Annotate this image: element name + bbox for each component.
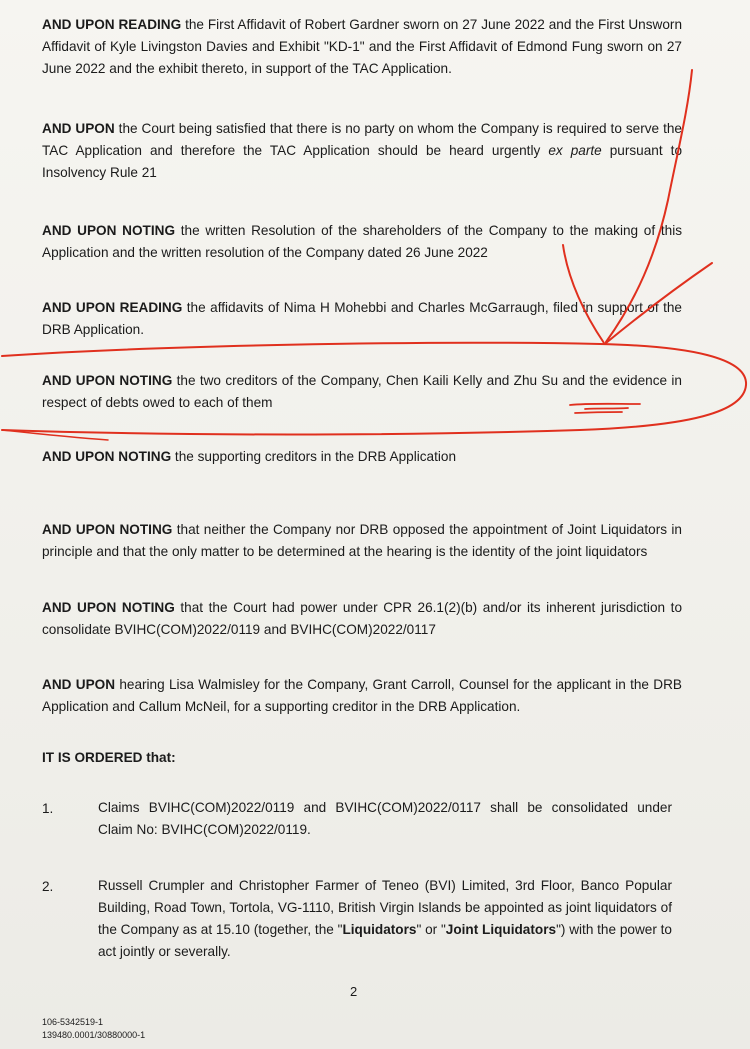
paragraph-noting-supporting-creditors: AND UPON NOTING the supporting creditors in the DRB Application	[42, 449, 457, 464]
paragraph-noting-court-power: AND UPON NOTING that the Court had power under CPR 26.1(2)(b) and/or its inherent jurisdiction to consolidate BVIHC(COM)2022/0119 and BVIHC(COM)2022/0117	[42, 600, 682, 637]
paragraph-court-satisfied: AND UPON the Court being satisfied that there is no party on whom the Company is required to serve the TAC Application and therefore the TAC Application should be heard urgently ex parte pursuant to Insolvency Rule 21	[42, 121, 683, 180]
item-number: 1.	[42, 801, 54, 816]
paragraph-noting-two-creditors: AND UPON NOTING the two creditors of the Company, Chen Kaili Kelly and Zhu Su and the evidence in respect of debts owed to each of them	[42, 373, 682, 410]
paragraph-reading-first-affidavits: AND UPON READING the First Affidavit of Robert Gardner sworn on 27 June 2022 and the First Unsworn Affidavit of Kyle Livingston Davies and Exhibit "KD-1" and the First Affidavit of Edmond Fung sworn on 27 June 2022 and the exhibit thereto, in support of the TAC Application.	[42, 17, 682, 76]
document-reference: 106-5342519-1	[42, 1017, 104, 1027]
document-reference: 139480.0001/30880000-1	[42, 1030, 146, 1040]
order-item-appointment: Russell Crumpler and Christopher Farmer of Teneo (BVI) Limited, 3rd Floor, Banco Popular Building, Road Town, Tortola, VG-1110, British Virgin Islands be appointed as joint liquidators of the Company as at 15.10 (together, the "Liquidators" or "Joint Liquidators") with the power to act jointly or severally.	[98, 878, 672, 959]
order-heading: IT IS ORDERED that:	[42, 750, 176, 765]
item-number: 2.	[42, 879, 54, 894]
order-item-consolidation: Claims BVIHC(COM)2022/0119 and BVIHC(COM)2022/0117 shall be consolidated under Claim No: BVIHC(COM)2022/0119.	[98, 800, 672, 837]
paragraph-hearing-counsel: AND UPON hearing Lisa Walmisley for the Company, Grant Carroll, Counsel for the applicant in the DRB Application and Callum McNeil, for a supporting creditor in the DRB Application.	[42, 677, 682, 714]
ink-circle-tail	[2, 430, 108, 440]
paragraph-noting-resolution: AND UPON NOTING the written Resolution of the shareholders of the Company to the making of this Application and the written resolution of the Company dated 26 June 2022	[42, 223, 683, 260]
paragraph-noting-neither-opposed: AND UPON NOTING that neither the Company nor DRB opposed the appointment of Joint Liquidators in principle and that the only matter to be determined at the hearing is the identity of the joint liquidators	[42, 522, 682, 559]
paragraph-reading-affidavits-drb: AND UPON READING the affidavits of Nima H Mohebbi and Charles McGarraugh, filed in support of the DRB Application.	[42, 300, 682, 337]
page-number: 2	[350, 984, 358, 999]
